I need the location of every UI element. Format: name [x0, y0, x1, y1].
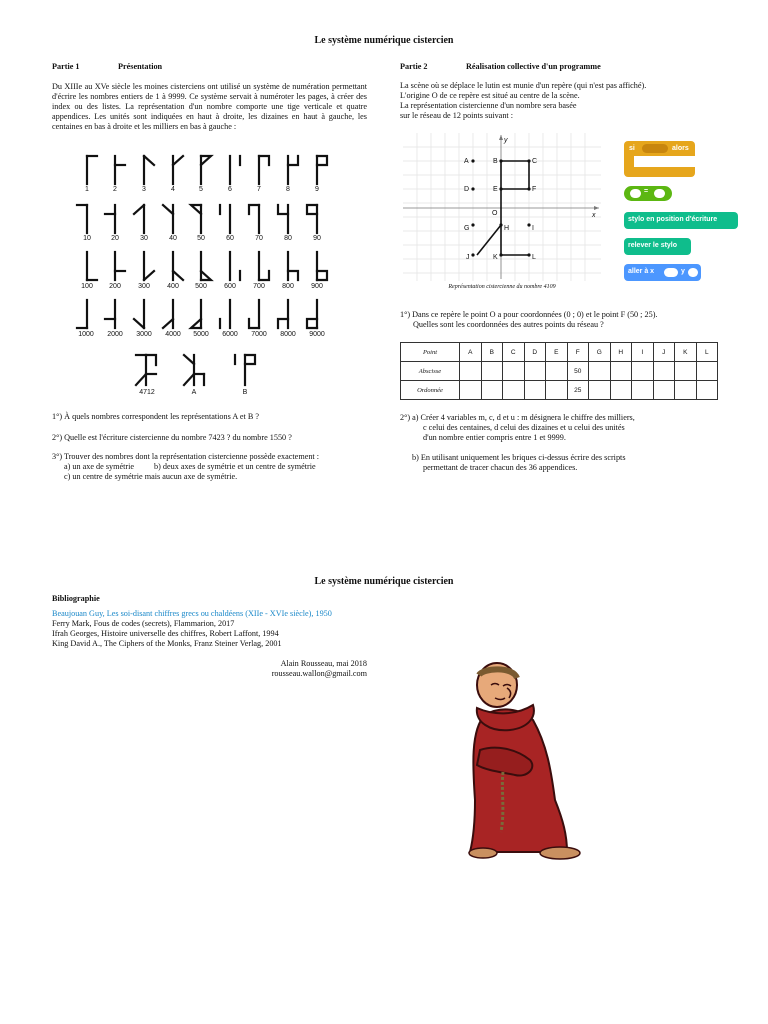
- label: 50: [197, 235, 205, 242]
- label: 2: [113, 186, 117, 193]
- part1-label: Partie 1: [52, 62, 80, 71]
- numeral-6: [230, 156, 240, 184]
- cell-j-x[interactable]: [653, 362, 675, 381]
- cell-l-y[interactable]: [696, 381, 718, 400]
- cell-l-x[interactable]: [696, 362, 718, 381]
- grid-point-d: D: [464, 186, 470, 193]
- label: A: [191, 389, 197, 396]
- label: 9000: [309, 331, 325, 338]
- cell-k-y[interactable]: [675, 381, 697, 400]
- col-a: A: [460, 343, 482, 362]
- numeral-200: [115, 252, 125, 280]
- numeral-9: [317, 156, 327, 184]
- cell-g-x[interactable]: [589, 362, 611, 381]
- numeral-40: [163, 205, 173, 233]
- goto-y-label: y: [681, 268, 685, 275]
- numeral-400: [173, 252, 183, 280]
- label: 4000: [165, 331, 181, 338]
- bibliography-item: Ferry Mark, Fous de codes (secrets), Flammarion, 2017: [52, 619, 235, 628]
- equals-block[interactable]: [624, 186, 672, 201]
- numeral-600: [230, 252, 240, 280]
- label: 1000: [78, 331, 94, 338]
- label: 20: [111, 235, 119, 242]
- label: 80: [284, 235, 292, 242]
- col-l: L: [696, 343, 718, 362]
- label: 8: [286, 186, 290, 193]
- label: 700: [253, 283, 265, 290]
- numeral-300: [144, 252, 154, 280]
- labels-tens: [73, 235, 348, 245]
- numeral-50: [191, 205, 201, 233]
- numeral-example-a: [184, 355, 204, 385]
- part1-question-2: 2°) Quelle est l'écriture cistercienne du nombre 7423 ? du nombre 1550 ?: [52, 433, 292, 442]
- row-ordonnee-label: Ordonnée: [401, 381, 460, 400]
- part2-question-2a-line3: d'un nombre entier compris entre 1 et 9999.: [423, 433, 566, 442]
- label: 10: [83, 235, 91, 242]
- numeral-10: [77, 205, 87, 233]
- x-input-slot[interactable]: [664, 268, 678, 277]
- part2-question-2a: 2°) a) Créer 4 variables m, c, d et u : m désignera le chiffre des milliers,: [400, 413, 635, 422]
- label: 900: [311, 283, 323, 290]
- grid-point-i: I: [532, 225, 534, 232]
- grid-point-b: B: [493, 158, 498, 165]
- numeral-30: [134, 205, 144, 233]
- part2-question-2a-line2: c celui des centaines, d celui des dizaines et u celui des unités: [423, 423, 625, 432]
- numeral-4000: [163, 300, 173, 328]
- part2-question-2b: b) En utilisant uniquement les briques ci-dessus écrire des scripts: [412, 453, 626, 462]
- numeral-8: [288, 156, 298, 184]
- cell-e-y[interactable]: [546, 381, 568, 400]
- axis-y-label: y: [504, 137, 508, 144]
- col-f: F: [567, 343, 589, 362]
- cell-c-x[interactable]: [503, 362, 525, 381]
- numeral-2000: [105, 300, 115, 328]
- grid-point-l: L: [532, 254, 536, 261]
- numeral-5: [201, 156, 211, 184]
- if-then-block[interactable]: [624, 141, 695, 177]
- part2-question-1: 1°) Dans ce repère le point O a pour coordonnées (0 ; 0) et le point F (50 ; 25).: [400, 310, 658, 319]
- part1-intro: Du XIIIe au XVe siècle les moines cisterciens ont utilisé un système de numération permettant d'écrire les nombres entiers de 1 à 9999. Ce système servait à numéroter les pages, à créer des index ou des listes. La représentation d'un nombre comporte une tige verticale et quatre appendices. Les unités sont indiquées en haut à droite, les dizaines en haut à gauche, les centaines en bas à droite et les milliers en bas à gauche :: [52, 82, 367, 131]
- bibliography-item: King David A., The Ciphers of the Monks, Franz Steiner Verlag, 2001: [52, 639, 282, 648]
- bibliography-heading: Bibliographie: [52, 594, 100, 603]
- then-label: alors: [672, 145, 689, 152]
- numeral-80: [278, 205, 288, 233]
- col-h: H: [610, 343, 632, 362]
- row-abscisse-label: Abscisse: [401, 362, 460, 381]
- label: 3000: [136, 331, 152, 338]
- label: 9: [315, 186, 319, 193]
- numeral-6000: [220, 300, 230, 328]
- cell-k-x[interactable]: [675, 362, 697, 381]
- bibliography-list: [52, 609, 332, 649]
- numeral-700: [259, 252, 269, 280]
- coordinates-table: [400, 342, 718, 400]
- col-c: C: [503, 343, 525, 362]
- label: 6000: [222, 331, 238, 338]
- label: 400: [167, 283, 179, 290]
- goto-x-label: aller à x: [628, 268, 655, 275]
- part2-label: Partie 2: [400, 62, 428, 71]
- label: 6: [228, 186, 232, 193]
- condition-slot[interactable]: [642, 144, 668, 153]
- table-row: [401, 343, 718, 362]
- label: 500: [195, 283, 207, 290]
- grid-point-k: K: [493, 254, 498, 261]
- cell-b-x[interactable]: [481, 362, 503, 381]
- col-i: I: [632, 343, 654, 362]
- pen-down-label: stylo en position d'écriture: [628, 216, 718, 223]
- numeral-example-b: [235, 355, 255, 385]
- numeral-7: [259, 156, 269, 184]
- label: 7000: [251, 331, 267, 338]
- part2-intro-4: sur le réseau de 12 points suivant :: [400, 111, 514, 120]
- label: 5000: [193, 331, 209, 338]
- author-email[interactable]: rousseau.wallon@gmail.com: [271, 669, 367, 678]
- cell-d-y[interactable]: [524, 381, 546, 400]
- cell-g-y[interactable]: [589, 381, 611, 400]
- grid-point-a: A: [464, 158, 469, 165]
- pen-up-label: relever le stylo: [628, 242, 678, 249]
- numeral-70: [249, 205, 259, 233]
- numeral-3: [144, 156, 154, 184]
- grid-figure: [403, 133, 601, 281]
- pen-up-block[interactable]: [624, 238, 691, 255]
- numeral-800: [288, 252, 298, 280]
- part2-intro-1: La scène où se déplace le lutin est munie d'un repère (qui n'est pas affiché).: [400, 81, 647, 90]
- grid-point-h: H: [504, 225, 510, 232]
- monk-illustration: [455, 660, 590, 865]
- part1-question-3c: c) un centre de symétrie mais aucun axe de symétrie.: [64, 472, 238, 481]
- table-header-point: Point: [401, 343, 460, 362]
- labels-hundreds: [73, 283, 348, 293]
- numeral-5000: [191, 300, 201, 328]
- label: 8000: [280, 331, 296, 338]
- grid-point-g: G: [464, 225, 470, 232]
- grid-point-e: E: [493, 186, 498, 193]
- left-operand-slot[interactable]: [630, 189, 641, 198]
- part1-question-3b: b) deux axes de symétrie et un centre de symétrie: [154, 462, 316, 471]
- bibliography-item: Ifrah Georges, Histoire universelle des chiffres, Robert Laffont, 1994: [52, 629, 279, 638]
- cell-j-y[interactable]: [653, 381, 675, 400]
- page-title: Le système numérique cistercien: [314, 35, 454, 46]
- part1-question-3: 3°) Trouver des nombres dont la représentation cistercienne possède exactement :: [52, 452, 320, 461]
- label: 1: [85, 186, 89, 193]
- equals-sign: =: [644, 188, 649, 195]
- cell-a-x[interactable]: [460, 362, 482, 381]
- numeral-example-4712: [136, 355, 156, 385]
- table-row: [401, 381, 718, 400]
- part2-question-2b-line2: permettant de tracer chacun des 36 appendices.: [423, 463, 578, 472]
- numeral-60: [220, 205, 230, 233]
- label: 2000: [107, 331, 123, 338]
- right-operand-slot[interactable]: [654, 189, 665, 198]
- part2-question-1b: Quelles sont les coordonnées des autres points du réseau ?: [413, 320, 604, 329]
- col-k: K: [675, 343, 697, 362]
- col-j: J: [653, 343, 675, 362]
- numeral-1: [87, 156, 97, 184]
- cell-e-x[interactable]: [546, 362, 568, 381]
- numeral-1000: [77, 300, 87, 328]
- page2-title: Le système numérique cistercien: [314, 576, 454, 587]
- label: 60: [226, 235, 234, 242]
- grid-point-c: C: [532, 158, 538, 165]
- grid-point-f: F: [532, 186, 537, 193]
- if-label: si: [629, 145, 635, 152]
- numeral-900: [317, 252, 327, 280]
- col-d: D: [524, 343, 546, 362]
- numeral-3000: [134, 300, 144, 328]
- col-e: E: [546, 343, 568, 362]
- label: 7: [257, 186, 261, 193]
- cell-f-y: 25: [567, 381, 589, 400]
- cell-a-y[interactable]: [460, 381, 482, 400]
- label: B: [242, 389, 248, 396]
- label: 3: [142, 186, 146, 193]
- cell-f-x: 50: [567, 362, 589, 381]
- cell-i-x[interactable]: [632, 362, 654, 381]
- goto-xy-block[interactable]: [624, 264, 701, 281]
- cell-c-y[interactable]: [503, 381, 525, 400]
- label: 100: [81, 283, 93, 290]
- label: 90: [313, 235, 321, 242]
- label: 70: [255, 235, 263, 242]
- cell-d-x[interactable]: [524, 362, 546, 381]
- labels-examples: [70, 389, 345, 399]
- numeral-9000: [307, 300, 317, 328]
- label: 4: [171, 186, 175, 193]
- col-b: B: [481, 343, 503, 362]
- axis-x-label: x: [592, 212, 596, 219]
- part1-question-1: 1°) À quels nombres correspondent les représentations A et B ?: [52, 412, 260, 421]
- part2-intro-2: L'origine O de ce repère est situé au centre de la scène.: [400, 91, 580, 100]
- numeral-7000: [249, 300, 259, 328]
- numeral-2: [115, 156, 125, 184]
- label: 4712: [139, 389, 155, 396]
- label: 5: [199, 186, 203, 193]
- cell-h-y[interactable]: [610, 381, 632, 400]
- label: 300: [138, 283, 150, 290]
- grid-point-j: J: [466, 254, 470, 261]
- numeral-500: [201, 252, 211, 280]
- part2-intro-3: La représentation cistercienne d'un nombre sera basée: [400, 101, 577, 110]
- label: 30: [140, 235, 148, 242]
- part1-question-3a: a) un axe de symétrie: [64, 462, 135, 471]
- labels-thousands: [69, 331, 349, 341]
- label: 40: [169, 235, 177, 242]
- part1-heading: Présentation: [118, 62, 163, 71]
- grid-point-o: O: [492, 210, 498, 217]
- table-row: [401, 362, 718, 381]
- col-g: G: [589, 343, 611, 362]
- numeral-100: [87, 252, 97, 280]
- cell-h-x[interactable]: [610, 362, 632, 381]
- numeral-4: [173, 156, 183, 184]
- numeral-8000: [278, 300, 288, 328]
- bibliography-item-link[interactable]: Beaujouan Guy, Les soi-disant chiffres grecs ou chaldéens (XIIe - XVIe siècle), 1950: [52, 609, 332, 618]
- labels-units: [73, 186, 348, 196]
- author-line: Alain Rousseau, mai 2018: [280, 659, 367, 668]
- y-input-slot[interactable]: [688, 268, 698, 277]
- label: 200: [109, 283, 121, 290]
- label: 800: [282, 283, 294, 290]
- grid-caption: Représentation cistercienne du nombre 4109: [448, 284, 556, 290]
- numeral-90: [307, 205, 317, 233]
- pen-down-block[interactable]: [624, 212, 738, 229]
- cell-b-y[interactable]: [481, 381, 503, 400]
- cell-i-y[interactable]: [632, 381, 654, 400]
- part2-heading: Réalisation collective d'un programme: [466, 62, 601, 71]
- label: 600: [224, 283, 236, 290]
- numeral-20: [105, 205, 115, 233]
